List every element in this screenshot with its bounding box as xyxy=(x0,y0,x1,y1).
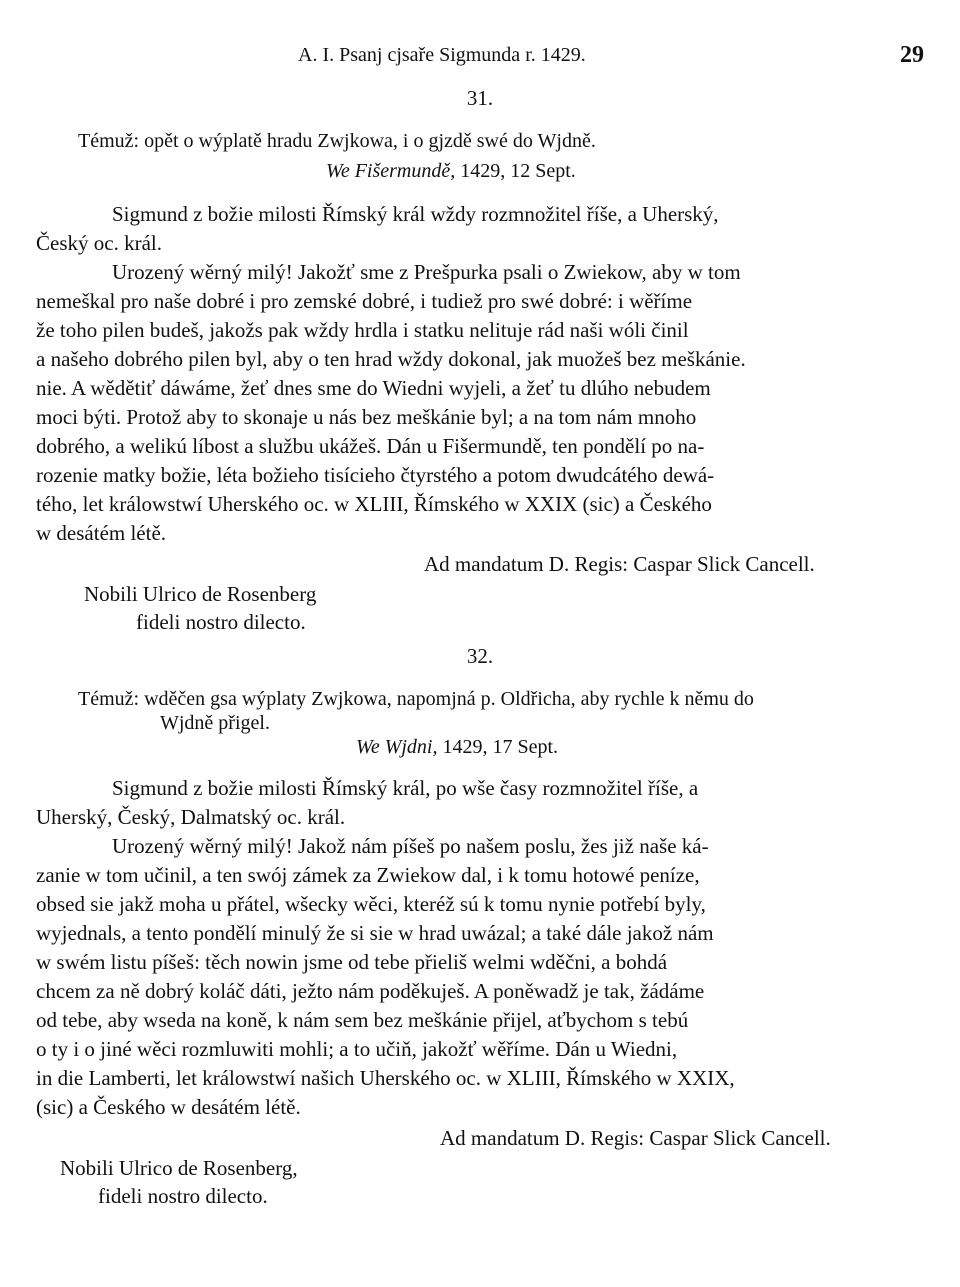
body-line: Český oc. král. xyxy=(36,231,162,255)
page-number: 29 xyxy=(900,42,924,68)
address-line: Nobili Ulrico de Rosenberg, xyxy=(60,1156,298,1180)
body-line: že toho pilen budeš, jakožs pak wždy hrdla i statku nelituje rád naši wóli činil xyxy=(36,318,689,342)
date-text: 1429, 12 Sept. xyxy=(455,160,576,182)
signature-line: Ad mandatum D. Regis: Caspar Slick Cancell. xyxy=(440,1126,831,1150)
address-block xyxy=(60,1154,298,1210)
body-line: a našeho dobrého pilen byl, aby o ten hrad wždy dokonal, jak muožeš bez meškánie. xyxy=(36,347,746,371)
body-line: zanie w tom učinil, a ten swój zámek za Zwiekow dal, i k tomu hotowé peníze, xyxy=(36,863,700,887)
body-line: wyjednals, a tento pondělí minulý že si sie w hrad uwázal; a také dále jakož nám xyxy=(36,921,714,945)
body-line: Sigmund z božie milosti Římský král wždy rozmnožitel říše, a Uherský, xyxy=(112,202,719,226)
body-line: w desátém létě. xyxy=(36,521,167,545)
letter-body xyxy=(36,200,926,548)
body-line: Sigmund z božie milosti Římský král, po wše časy rozmnožitel říše, a xyxy=(112,776,699,800)
body-line: tého, let králowstwí Uherského oc. w XLIII, Římského w XXIX (sic) a Českého xyxy=(36,492,712,516)
body-line: dobrého, a welikú líbost a službu ukážeš. Dán u Fišermundě, ten pondělí po na- xyxy=(36,434,705,458)
body-line: od tebe, aby wseda na koně, k nám sem bez meškánie přijel, aťbychom s tebú xyxy=(36,1008,689,1032)
letter-body xyxy=(36,774,926,1122)
body-line: (sic) a Českého w desátém létě. xyxy=(36,1095,301,1119)
signature-line: Ad mandatum D. Regis: Caspar Slick Cancell. xyxy=(424,552,815,576)
body-line: rozenie matky božie, léta božieho tisícieho čtyrstého a potom dwudcátého dewá- xyxy=(36,463,715,487)
body-line: Urozený wěrný milý! Jakožť sme z Prešpurka psali o Zwiekow, aby w tom xyxy=(112,260,741,284)
address-block xyxy=(84,580,316,636)
body-line: Urozený wěrný milý! Jakož nám píšeš po našem poslu, žes již naše ká- xyxy=(112,834,709,858)
address-line: Nobili Ulrico de Rosenberg xyxy=(84,582,317,606)
letter-number: 31. xyxy=(466,86,494,110)
date-text: 1429, 17 Sept. xyxy=(437,736,559,758)
body-line: in die Lamberti, let králowstwí našich Uherského oc. w XLIII, Římského w XXIX, xyxy=(36,1066,735,1090)
body-line: nie. A wědětiť dáwáme, žeť dnes sme do Wiedni wyjeli, a žeť tu dlúho nebudem xyxy=(36,376,711,400)
body-line: Uherský, Český, Dalmatský oc. král. xyxy=(36,805,346,829)
letter-summary: Témuž: opět o wýplatě hradu Zwjkowa, i o gjzdě swé do Wjdně. xyxy=(78,130,596,152)
address-line: fideli nostro dilecto. xyxy=(98,1184,268,1208)
letter-number: 32. xyxy=(466,644,494,668)
place-name: We Fišermundě, xyxy=(326,160,456,182)
letter-summary: Témuž: wděčen gsa wýplaty Zwjkowa, napomjná p. Oldřicha, aby rychle k němu do xyxy=(78,688,754,710)
page-header xyxy=(0,40,960,80)
body-line: o ty i o jiné wěci rozmluwiti mohli; a to učiň, jakožť wěříme. Dán u Wiedni, xyxy=(36,1037,678,1061)
body-line: chcem za ně dobrý koláč dáti, ježto nám poděkuješ. A poněwadž je tak, žádáme xyxy=(36,979,705,1003)
place-date xyxy=(326,160,576,183)
place-date xyxy=(356,736,558,759)
running-title: A. I. Psanj cjsaře Sigmunda r. 1429. xyxy=(298,44,586,66)
body-line: w swém listu píšeš: těch nowin jsme od tebe přieliš welmi wděčni, a bohdá xyxy=(36,950,668,974)
letter-summary: Wjdně přigel. xyxy=(160,712,270,734)
address-line: fideli nostro dilecto. xyxy=(136,610,306,634)
body-line: obsed sie jakž moha u přátel, wšecky wěci, kteréž sú k tomu nynie potřebí byly, xyxy=(36,892,706,916)
body-line: moci býti. Protož aby to skonaje u nás bez meškánie byl; a na tom nám mnoho xyxy=(36,405,697,429)
place-name: We Wjdni, xyxy=(356,736,438,758)
body-line: nemeškal pro naše dobré i pro zemské dobré, i tudiež pro swé dobré: i wěříme xyxy=(36,289,693,313)
